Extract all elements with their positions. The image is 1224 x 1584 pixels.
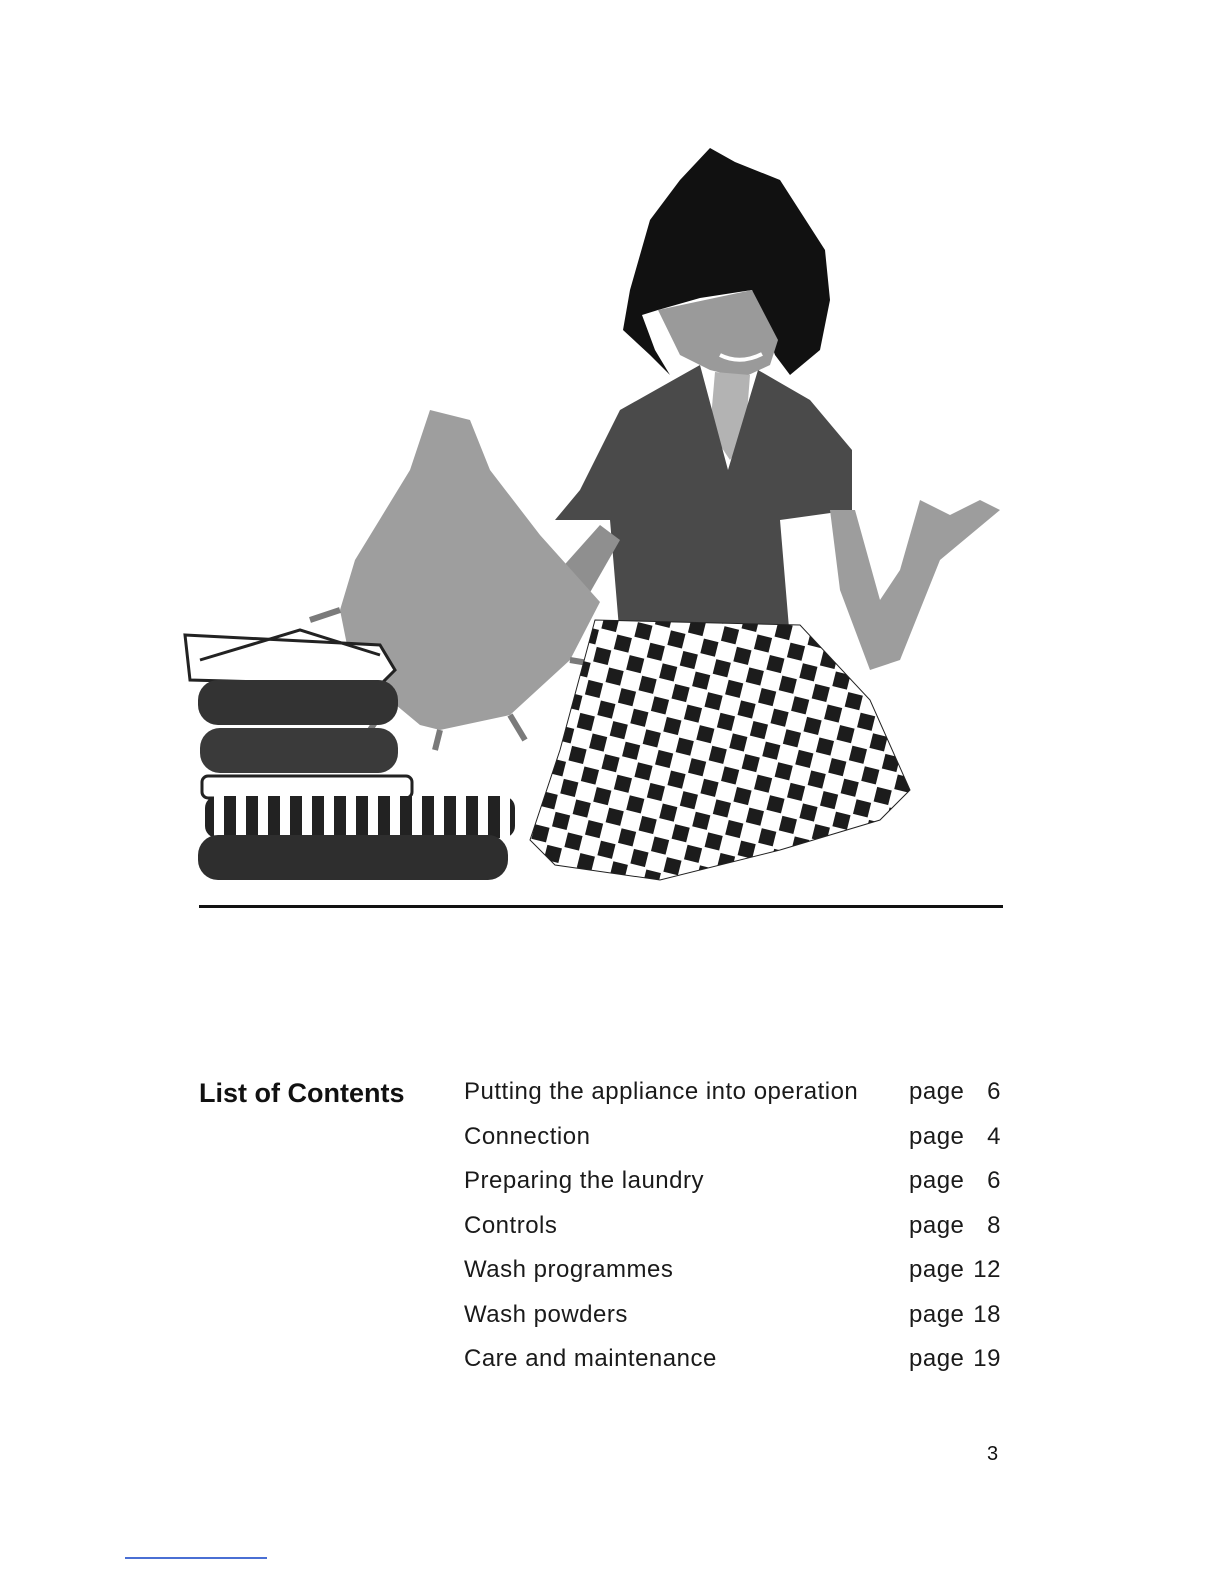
blouse-shape xyxy=(555,365,852,640)
contents-row-title: Controls xyxy=(464,1211,558,1239)
right-arm-shape xyxy=(830,500,1000,670)
contents-row-page-word: page xyxy=(909,1167,965,1194)
contents-row-page-word: page xyxy=(909,1211,965,1239)
contents-row[interactable] xyxy=(464,1301,1004,1346)
folded-towel-dark-3 xyxy=(198,835,508,880)
folded-towel-white xyxy=(202,776,412,798)
contents-row-title: Preparing the laundry xyxy=(464,1167,704,1194)
contents-row-title: Care and maintenance xyxy=(464,1345,717,1372)
skirt-shape xyxy=(530,620,910,880)
contents-row[interactable] xyxy=(464,1078,1004,1123)
scan-artifact-line xyxy=(125,1557,267,1559)
contents-row-title: Wash powders xyxy=(464,1300,628,1328)
contents-row-page-number: 18 xyxy=(973,1300,1001,1328)
contents-row-title: Wash programmes xyxy=(464,1256,674,1283)
contents-row-title: Putting the appliance into operation xyxy=(464,1078,859,1105)
striped-towel xyxy=(205,796,515,838)
woman-with-laundry-illustration xyxy=(180,140,1010,900)
contents-row-page-number: 4 xyxy=(987,1122,1001,1150)
divider-rule xyxy=(199,905,1003,908)
page-number: 3 xyxy=(987,1443,999,1465)
contents-row-page-number: 19 xyxy=(973,1345,1001,1372)
contents-row-page-word: page xyxy=(909,1256,965,1283)
contents-heading: List of Contents xyxy=(199,1078,405,1108)
contents-row-page-word: page xyxy=(909,1345,965,1372)
contents-row-page-word: page xyxy=(909,1122,965,1150)
folded-towel-dark-1 xyxy=(198,680,398,725)
contents-row-page-word: page xyxy=(909,1078,965,1105)
contents-row-page-number: 6 xyxy=(987,1078,1001,1105)
contents-row-page-word: page xyxy=(909,1300,965,1328)
contents-row-title: Connection xyxy=(464,1122,591,1150)
contents-row-page-number: 6 xyxy=(987,1167,1001,1194)
contents-row[interactable] xyxy=(464,1123,1004,1168)
contents-list xyxy=(464,1078,1004,1390)
contents-row[interactable] xyxy=(464,1345,1004,1390)
contents-row[interactable] xyxy=(464,1212,1004,1257)
contents-row[interactable] xyxy=(464,1167,1004,1212)
contents-row-page-number: 12 xyxy=(973,1256,1001,1283)
folded-towel-dark-2 xyxy=(200,728,398,773)
contents-row[interactable] xyxy=(464,1256,1004,1301)
contents-row-page-number: 8 xyxy=(987,1211,1001,1239)
